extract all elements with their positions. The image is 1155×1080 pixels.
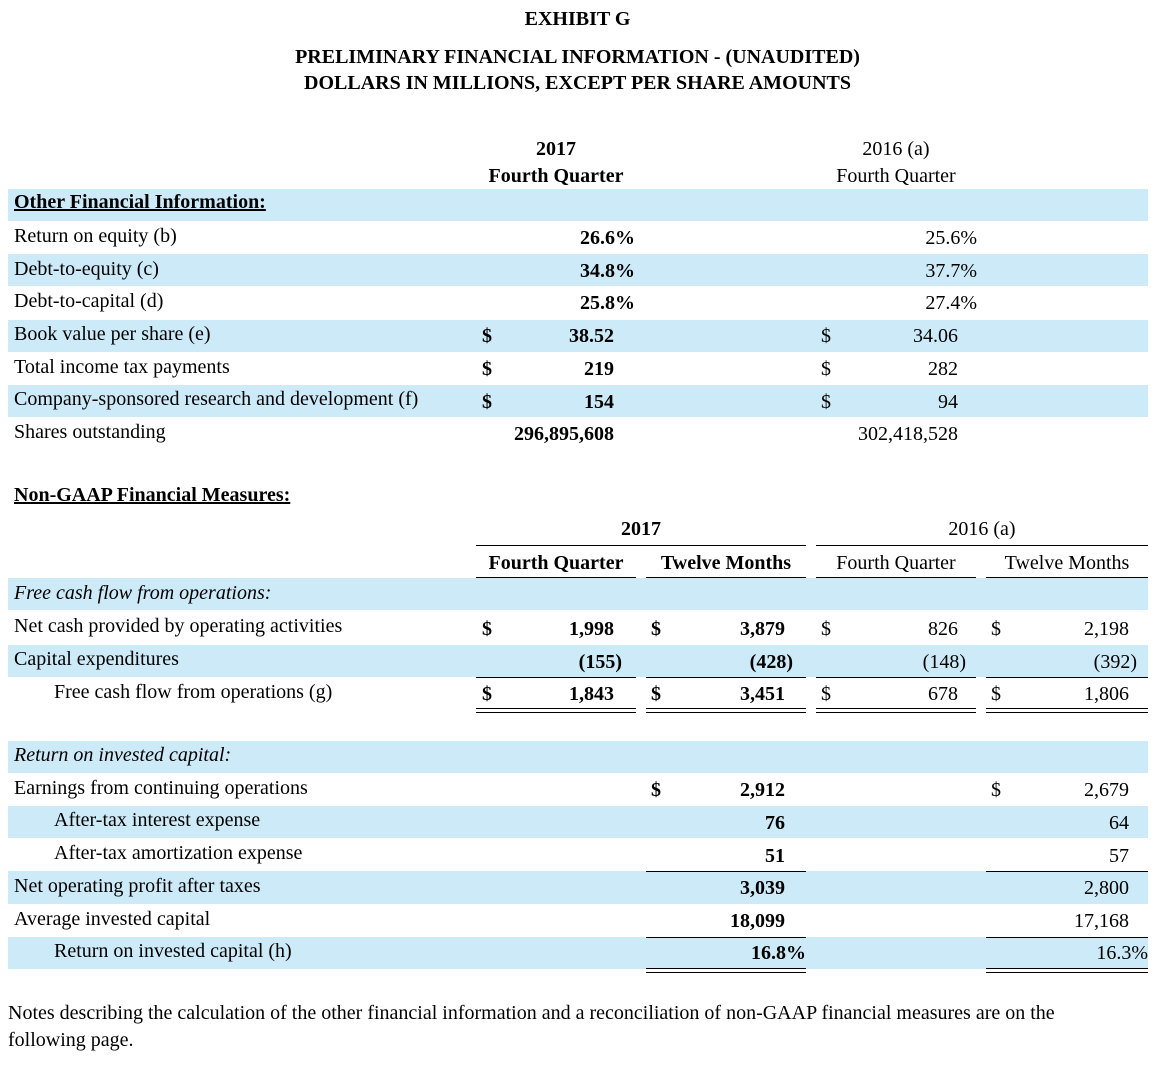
subtotal-rule [476,677,636,678]
dollar-sign: $ [651,683,661,705]
roic-value-2017: 16.8% [751,942,806,964]
subtotal-rule [646,677,806,678]
fcf-value: (155) [578,651,622,673]
roic-row-label: After-tax interest expense [54,809,261,831]
ofi-row-label: Book value per share (e) [14,323,211,345]
dollar-sign: $ [991,683,1001,705]
fcf-row-label: Free cash flow from operations (g) [54,681,333,703]
ofi-row-value-2017: 38.52 [569,325,614,347]
dollar-sign: $ [991,779,1001,801]
dollar-sign: $ [482,325,492,347]
fcf-value: (148) [922,651,966,673]
roic-value-2017: 18,099 [730,910,785,932]
roic-row-label: Return on invested capital (h) [54,940,292,962]
subtotal-rule [986,937,1148,938]
ngaap-2017-rule [476,545,806,546]
roic-row-label: Earnings from continuing operations [14,777,308,799]
dollar-sign: $ [482,391,492,413]
report-subtitle: DOLLARS IN MILLIONS, EXCEPT PER SHARE AMOUNTS [304,72,851,94]
ofi-row-label: Company-sponsored research and development (f) [14,388,419,410]
total-double-rule [646,708,806,713]
ofi-section-title: Other Financial Information: [14,191,266,213]
dollar-sign: $ [482,618,492,640]
fcf-value: 678 [928,683,958,705]
report-title: PRELIMINARY FINANCIAL INFORMATION - (UNAUDITED) [295,46,860,68]
roic-value-2017: 76 [765,812,785,834]
footnote: Notes describing the calculation of the other financial information and a reconciliation of non-GAAP financial measures are on the following page. [8,1002,1055,1051]
fcf-row-label: Net cash provided by operating activities [14,615,343,637]
fcf-value: (428) [749,651,793,673]
ofi-row-value-2016: 34.06 [913,325,958,347]
roic-value-2016: 2,679 [1084,779,1129,801]
ofi-row-value-2017: 34.8% [580,260,635,282]
ofi-col-2017-year: 2017 [536,138,576,160]
dollar-sign: $ [991,618,1001,640]
roic-value-2017: 2,912 [740,779,785,801]
subtotal-rule [816,677,976,678]
ofi-row-value-2016: 302,418,528 [858,423,958,445]
ngaap-section-title: Non-GAAP Financial Measures: [14,484,291,506]
ngaap-2016-rule [816,545,1148,546]
ofi-col-2016-year: 2016 (a) [862,138,930,160]
ofi-row-value-2016: 94 [938,391,958,413]
total-double-rule [986,968,1148,973]
fcf-value: 826 [928,618,958,640]
ofi-row-label: Debt-to-capital (d) [14,290,164,312]
dollar-sign: $ [651,618,661,640]
dollar-sign: $ [821,683,831,705]
subtotal-rule [646,937,806,938]
ofi-row-value-2017: 26.6% [580,227,635,249]
roic-section-title: Return on invested capital: [14,744,232,766]
col-twelve-months-2016: Twelve Months [1004,552,1130,574]
fcf-section-title: Free cash flow from operations: [14,582,272,604]
col-fourth-quarter-2016: Fourth Quarter [836,552,956,574]
dollar-sign: $ [821,391,831,413]
fcf-value: (392) [1093,651,1137,673]
roic-value-2017: 51 [765,845,785,867]
fcf-value: 3,879 [740,618,785,640]
col-fourth-quarter-2017: Fourth Quarter [488,552,624,574]
roic-value-2016: 2,800 [1084,877,1129,899]
roic-value-2016: 16.3% [1096,942,1148,964]
total-double-rule [986,708,1148,713]
exhibit-title: EXHIBIT G [524,8,631,30]
fcf-row-label: Capital expenditures [14,648,179,670]
ofi-row-value-2017: 219 [584,358,614,380]
ofi-row-value-2016: 25.6% [925,227,977,249]
ofi-row-label: Debt-to-equity (c) [14,258,159,280]
total-double-rule [476,708,636,713]
ofi-row-value-2017: 154 [584,391,614,413]
ofi-row-label: Total income tax payments [14,356,230,378]
total-double-rule [816,708,976,713]
fcf-value: 1,998 [569,618,614,640]
dollar-sign: $ [821,618,831,640]
dollar-sign: $ [651,779,661,801]
dollar-sign: $ [821,325,831,347]
ofi-col-2017-period: Fourth Quarter [488,165,624,187]
ofi-row-label: Shares outstanding [14,421,166,443]
roic-value-2016: 64 [1109,812,1129,834]
roic-value-2016: 57 [1109,845,1129,867]
ngaap-year-2016: 2016 (a) [948,518,1016,540]
ofi-row-value-2017: 25.8% [580,292,635,314]
dollar-sign: $ [482,683,492,705]
roic-row-label: Net operating profit after taxes [14,875,261,897]
roic-value-2016: 17,168 [1074,910,1129,932]
roic-row-label: Average invested capital [14,908,211,930]
col-twelve-months-2017: Twelve Months [660,552,792,574]
ngaap-year-2017: 2017 [621,518,661,540]
roic-row-label: After-tax amortization expense [54,842,303,864]
row-band [8,254,1148,286]
ofi-row-value-2017: 296,895,608 [514,423,614,445]
ofi-row-value-2016: 27.4% [925,292,977,314]
dollar-sign: $ [821,358,831,380]
total-double-rule [646,968,806,973]
ofi-row-value-2016: 37.7% [925,260,977,282]
ofi-row-value-2016: 282 [928,358,958,380]
ofi-col-2016-period: Fourth Quarter [836,165,956,187]
subtotal-rule [986,677,1148,678]
dollar-sign: $ [482,358,492,380]
subtotal-rule [646,871,806,872]
subtotal-rule [986,871,1148,872]
fcf-value: 3,451 [740,683,785,705]
fcf-value: 1,806 [1084,683,1129,705]
ofi-row-label: Return on equity (b) [14,225,177,247]
fcf-value: 2,198 [1084,618,1129,640]
fcf-value: 1,843 [569,683,614,705]
roic-value-2017: 3,039 [740,877,785,899]
